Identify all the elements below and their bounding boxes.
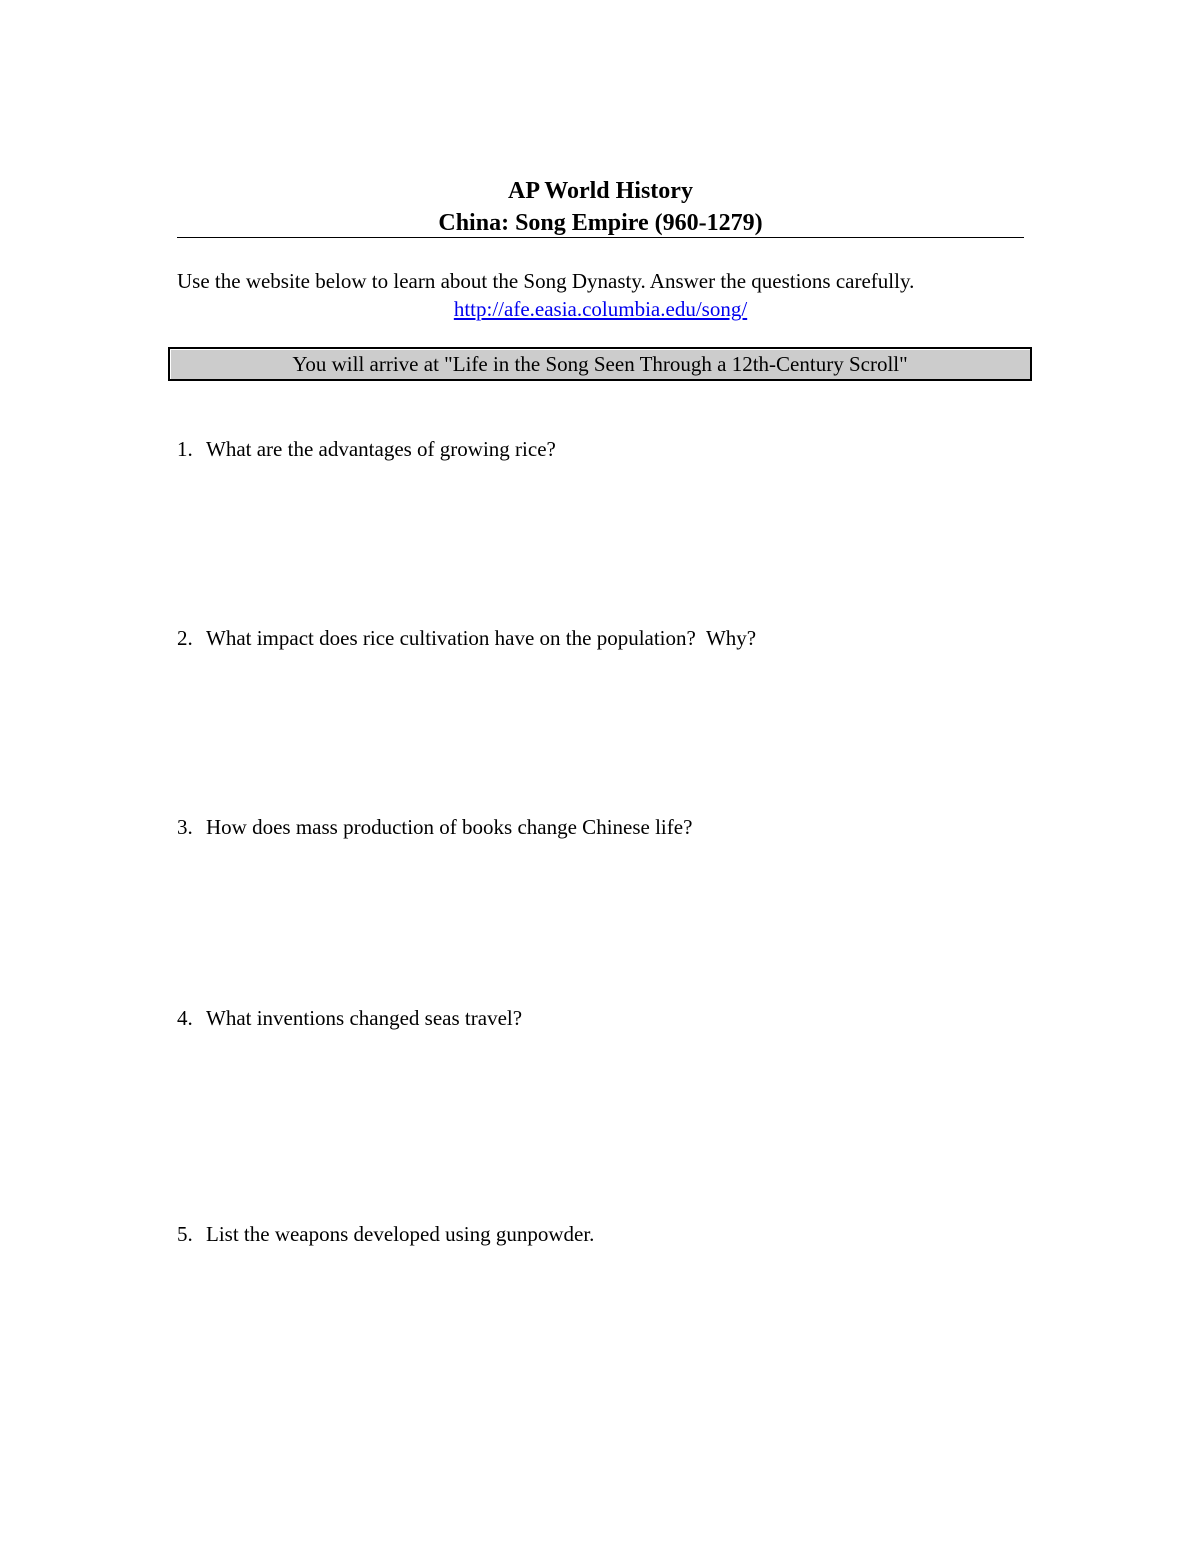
question-text: What are the advantages of growing rice?	[206, 437, 556, 461]
title-divider	[177, 237, 1024, 238]
question-item	[177, 624, 1017, 652]
question-text: What inventions changed seas travel?	[206, 1006, 523, 1030]
website-link-line	[177, 295, 1024, 323]
question-number: 2.	[177, 626, 193, 650]
instructions-text: Use the website below to learn about the Song Dynasty. Answer the questions carefully.	[177, 269, 915, 293]
page-title: AP World History	[508, 178, 693, 204]
arrival-notice-box: You will arrive at "Life in the Song Seen Through a 12th-Century Scroll"	[168, 347, 1032, 381]
question-number: 5.	[177, 1222, 193, 1246]
question-text: List the weapons developed using gunpowder.	[206, 1222, 595, 1246]
question-item	[177, 813, 1017, 841]
question-item	[177, 435, 1017, 463]
question-number: 4.	[177, 1006, 193, 1030]
question-text: How does mass production of books change Chinese life?	[206, 815, 693, 839]
question-number: 3.	[177, 815, 193, 839]
question-text: What impact does rice cultivation have on the population? Why?	[206, 626, 757, 650]
question-item	[177, 1004, 1017, 1032]
question-item	[177, 1220, 1017, 1248]
question-number: 1.	[177, 437, 193, 461]
website-link[interactable]: http://afe.easia.columbia.edu/song/	[453, 297, 748, 321]
page-subtitle: China: Song Empire (960-1279)	[438, 210, 763, 236]
